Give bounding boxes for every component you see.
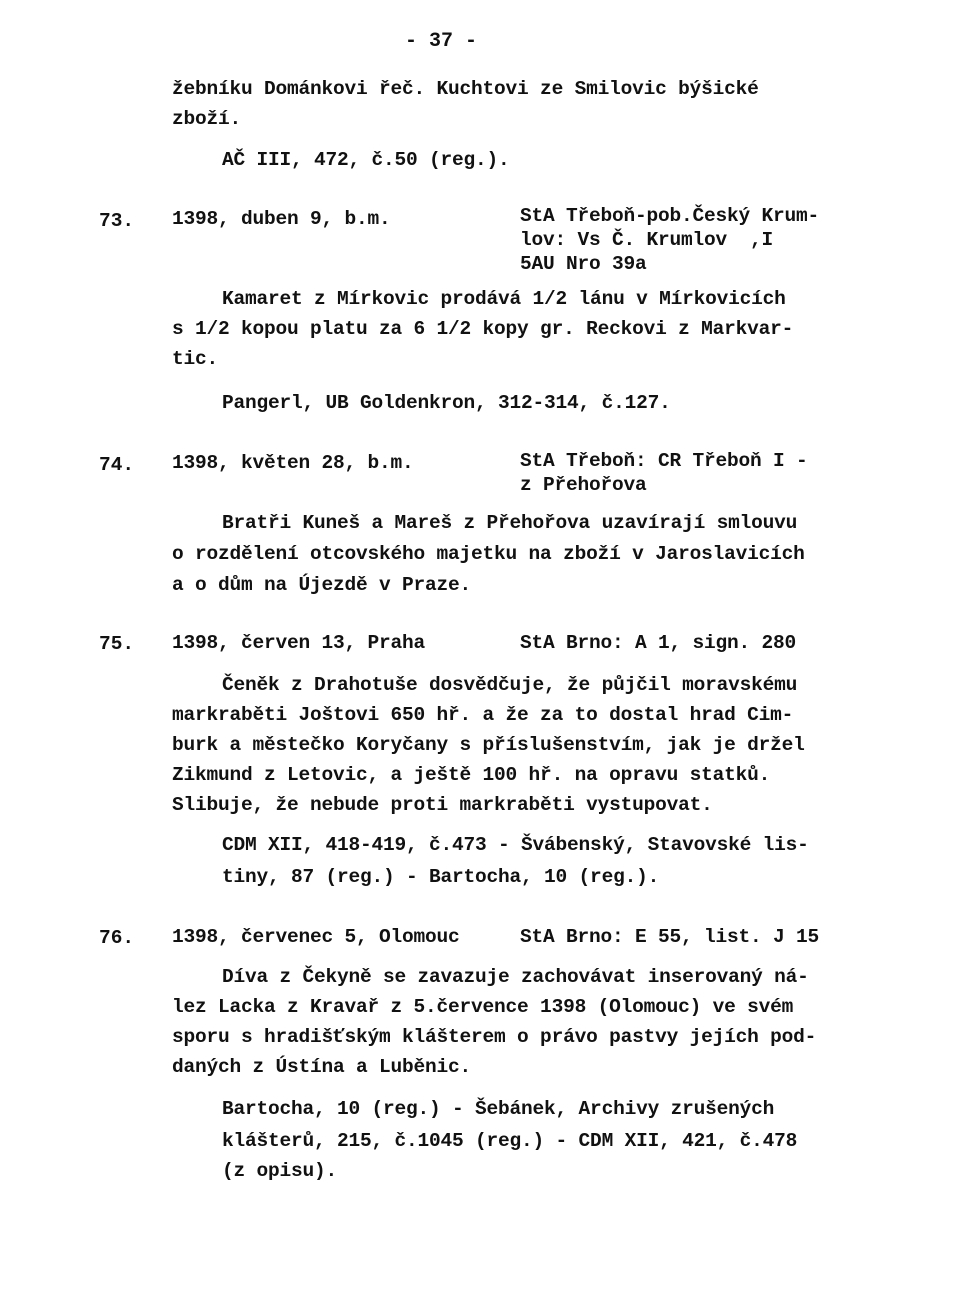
entry-text: burk a městečko Koryčany s příslušenstvím, jak je držel [172,734,805,756]
entry-archive: StA Třeboň: CR Třeboň I - [520,450,808,472]
entry-archive: z Přehořova [520,474,647,496]
entry-text: markraběti Joštovi 650 hř. a že za to dostal hrad Cim- [172,704,794,726]
entry-archive: 5AU Nro 39a [520,253,647,275]
entry-archive: StA Třeboň-pob.Český Krum- [520,205,820,227]
entry-text: Kamaret z Mírkovic prodává 1/2 lánu v Mírkovicích [222,288,786,310]
entry-text: tic. [172,348,219,370]
entry-source: tiny, 87 (reg.) - Bartocha, 10 (reg.). [222,866,660,888]
entry-date: 1398, červenec 5, Olomouc [172,926,460,948]
entry-text: Zikmund z Letovic, a ještě 100 hř. na opravu statků. [172,764,771,786]
entry-source: CDM XII, 418-419, č.473 - Švábenský, Stavovské lis- [222,834,809,856]
continuation-line: žebníku Dománkovi řeč. Kuchtovi ze Smilovic býšické [172,78,759,100]
entry-source: Pangerl, UB Goldenkron, 312-314, č.127. [222,392,671,414]
entry-date: 1398, červen 13, Praha [172,632,426,654]
entry-number: 74. [99,454,135,476]
continuation-line: zboží. [172,108,242,130]
entry-archive: StA Brno: A 1, sign. 280 [520,632,797,654]
entry-text: sporu s hradišťským klášterem o právo pastvy jejích pod- [172,1026,817,1048]
entry-text: Díva z Čekyně se zavazuje zachovávat inserovaný ná- [222,966,809,988]
entry-number: 73. [99,210,135,232]
entry-archive: StA Brno: E 55, list. J 15 [520,926,820,948]
entry-text: a o dům na Újezdě v Praze. [172,574,472,596]
entry-archive: lov: Vs Č. Krumlov ,I [520,229,774,251]
entry-text: o rozdělení otcovského majetku na zboží v Jaroslavicích [172,543,805,565]
entry-text: Bratři Kuneš a Mareš z Přehořova uzavírají smlouvu [222,512,798,534]
page-number: - 37 - [405,30,478,53]
entry-text: Čeněk z Drahotuše dosvědčuje, že půjčil moravskému [222,674,798,696]
entry-date: 1398, duben 9, b.m. [172,208,391,230]
entry-source: klášterů, 215, č.1045 (reg.) - CDM XII, 421, č.478 [222,1130,798,1152]
entry-text: s 1/2 kopou platu za 6 1/2 kopy gr. Reckovi z Markvar- [172,318,794,340]
entry-source: (z opisu). [222,1160,338,1182]
continuation-source: AČ III, 472, č.50 (reg.). [222,149,510,171]
entry-text: daných z Ústína a Luběnic. [172,1056,472,1078]
entry-number: 76. [99,927,135,949]
entry-text: lez Lacka z Kravař z 5.července 1398 (Olomouc) ve svém [172,996,794,1018]
entry-text: Slibuje, že nebude proti markraběti vystupovat. [172,794,713,816]
entry-number: 75. [99,633,135,655]
entry-source: Bartocha, 10 (reg.) - Šebánek, Archivy zrušených [222,1098,775,1120]
entry-date: 1398, květen 28, b.m. [172,452,414,474]
